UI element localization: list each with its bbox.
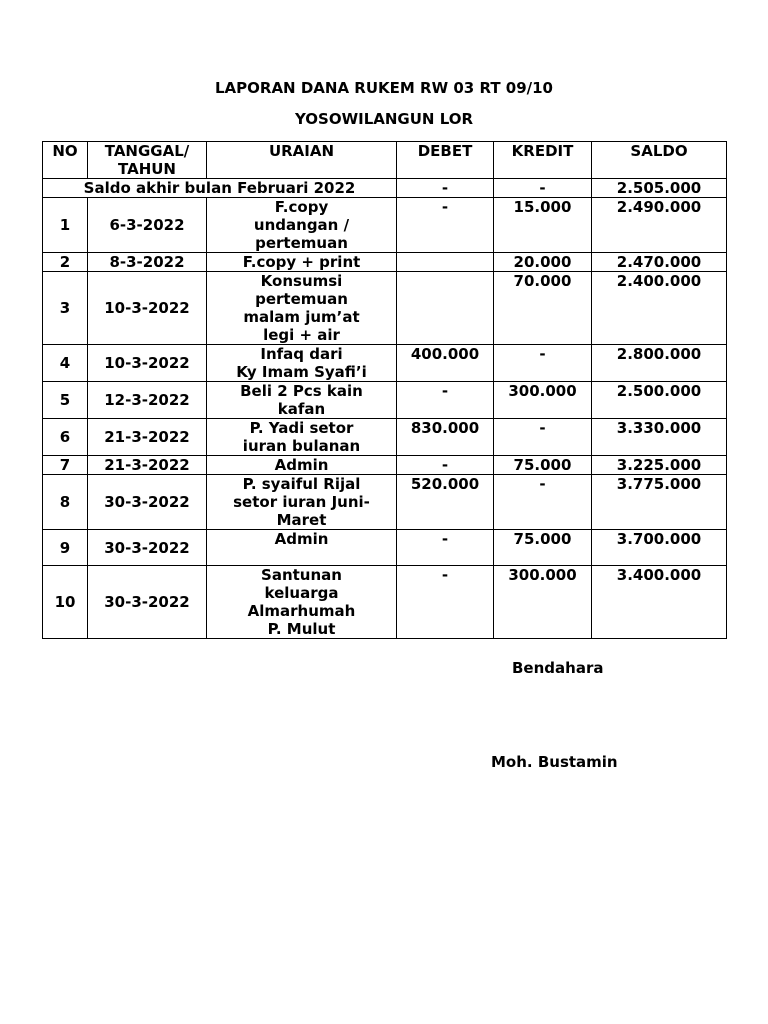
table-row (43, 198, 727, 253)
row-uraian: Admin (207, 530, 397, 566)
table-row (43, 530, 727, 566)
opening-debet: - (397, 179, 494, 198)
opening-label: Saldo akhir bulan Februari 2022 (43, 179, 397, 198)
row-debet (397, 272, 494, 345)
row-saldo: 2.470.000 (592, 253, 727, 272)
row-tanggal: 30-3-2022 (88, 530, 207, 566)
row-uraian: F.copy undangan / pertemuan (207, 198, 397, 253)
row-saldo: 3.400.000 (592, 566, 727, 639)
row-tanggal: 10-3-2022 (88, 345, 207, 382)
row-tanggal: 21-3-2022 (88, 419, 207, 456)
report-title: LAPORAN DANA RUKEM RW 03 RT 09/10 (214, 79, 553, 97)
header-kredit: KREDIT (494, 142, 592, 179)
header-row (43, 142, 727, 179)
row-saldo: 3.775.000 (592, 475, 727, 530)
row-tanggal: 21-3-2022 (88, 456, 207, 475)
opening-kredit: - (494, 179, 592, 198)
row-saldo: 2.400.000 (592, 272, 727, 345)
table-row (43, 566, 727, 639)
row-uraian: Konsumsi pertemuan malam jum’at legi + air (207, 272, 397, 345)
row-tanggal: 30-3-2022 (88, 475, 207, 530)
row-no: 10 (43, 566, 88, 639)
table-row (43, 475, 727, 530)
row-kredit: 20.000 (494, 253, 592, 272)
opening-balance-row (43, 179, 727, 198)
row-kredit: 15.000 (494, 198, 592, 253)
row-saldo: 2.500.000 (592, 382, 727, 419)
row-kredit: - (494, 345, 592, 382)
row-debet: - (397, 198, 494, 253)
header-no: NO (43, 142, 88, 179)
header-saldo: SALDO (592, 142, 727, 179)
row-debet: 520.000 (397, 475, 494, 530)
ledger-table (42, 141, 727, 639)
row-no: 8 (43, 475, 88, 530)
header-tanggal: TANGGAL/ TAHUN (88, 142, 207, 179)
row-tanggal: 8-3-2022 (88, 253, 207, 272)
signature-name: Moh. Bustamin (491, 753, 618, 771)
row-kredit: 75.000 (494, 530, 592, 566)
table-row (43, 456, 727, 475)
row-saldo: 3.225.000 (592, 456, 727, 475)
row-uraian: Santunan keluarga Almarhumah P. Mulut (207, 566, 397, 639)
row-saldo: 2.490.000 (592, 198, 727, 253)
row-tanggal: 6-3-2022 (88, 198, 207, 253)
row-debet: 400.000 (397, 345, 494, 382)
row-no: 1 (43, 198, 88, 253)
row-debet: - (397, 530, 494, 566)
row-no: 9 (43, 530, 88, 566)
row-kredit: 300.000 (494, 382, 592, 419)
row-tanggal: 30-3-2022 (88, 566, 207, 639)
table-row (43, 253, 727, 272)
row-saldo: 3.700.000 (592, 530, 727, 566)
row-uraian: P. Yadi setor iuran bulanan (207, 419, 397, 456)
row-debet: - (397, 382, 494, 419)
row-kredit: - (494, 475, 592, 530)
row-uraian: F.copy + print (207, 253, 397, 272)
signature-title: Bendahara (512, 659, 604, 677)
row-no: 2 (43, 253, 88, 272)
row-debet: 830.000 (397, 419, 494, 456)
row-saldo: 2.800.000 (592, 345, 727, 382)
row-no: 5 (43, 382, 88, 419)
row-debet: - (397, 456, 494, 475)
row-kredit: - (494, 419, 592, 456)
row-no: 7 (43, 456, 88, 475)
header-debet: DEBET (397, 142, 494, 179)
row-debet (397, 253, 494, 272)
row-uraian: P. syaiful Rijal setor iuran Juni- Maret (207, 475, 397, 530)
table-row (43, 382, 727, 419)
row-no: 3 (43, 272, 88, 345)
table-row (43, 272, 727, 345)
row-tanggal: 12-3-2022 (88, 382, 207, 419)
report-subtitle: YOSOWILANGUN LOR (294, 110, 474, 128)
row-debet: - (397, 566, 494, 639)
header-uraian: URAIAN (207, 142, 397, 179)
row-no: 6 (43, 419, 88, 456)
row-kredit: 300.000 (494, 566, 592, 639)
row-no: 4 (43, 345, 88, 382)
row-uraian: Infaq dari Ky Imam Syafi’i (207, 345, 397, 382)
row-kredit: 70.000 (494, 272, 592, 345)
row-kredit: 75.000 (494, 456, 592, 475)
table-row (43, 419, 727, 456)
opening-saldo: 2.505.000 (592, 179, 727, 198)
row-uraian: Admin (207, 456, 397, 475)
table-row (43, 345, 727, 382)
row-saldo: 3.330.000 (592, 419, 727, 456)
row-tanggal: 10-3-2022 (88, 272, 207, 345)
row-uraian: Beli 2 Pcs kain kafan (207, 382, 397, 419)
